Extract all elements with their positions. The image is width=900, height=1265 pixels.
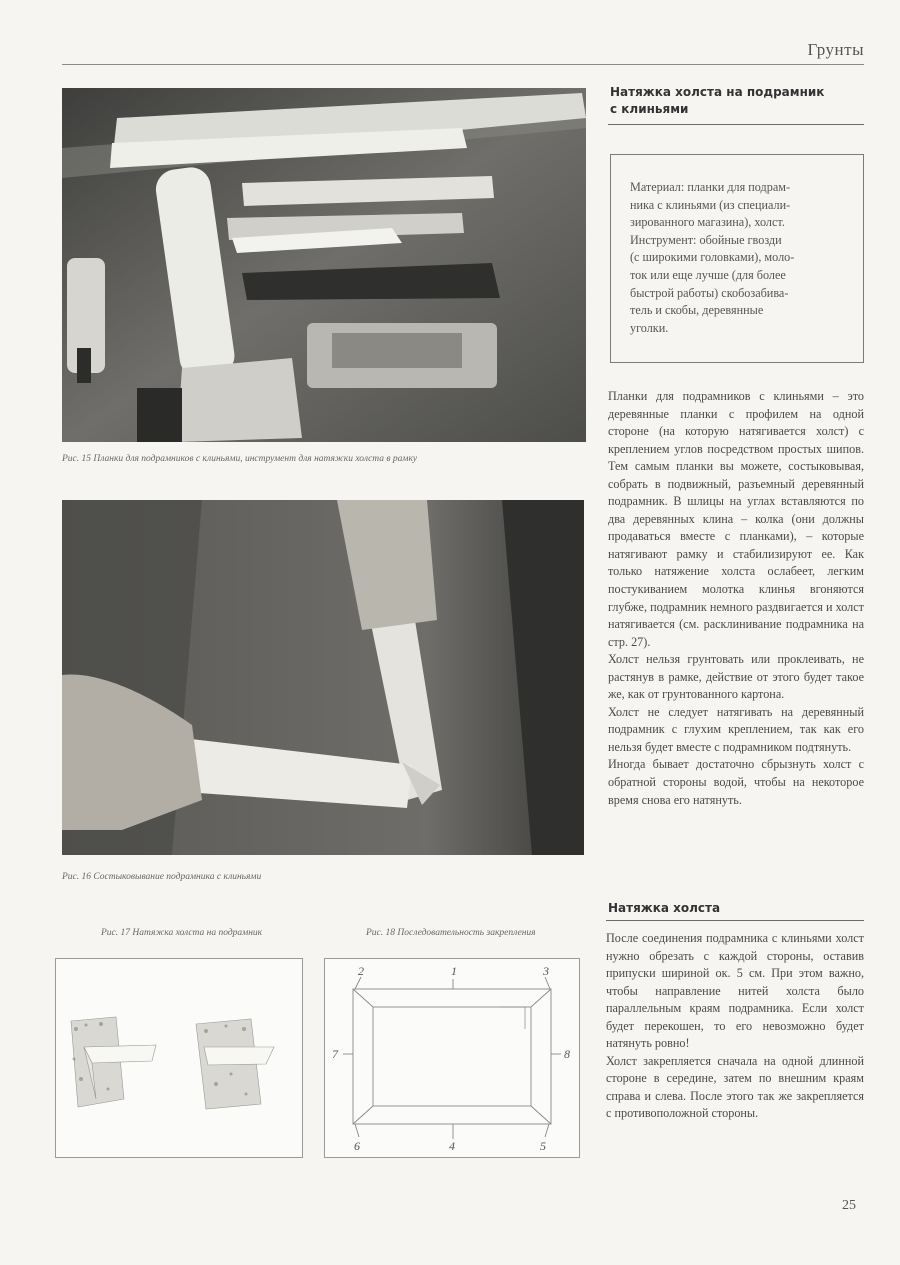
- fig16-photo: [62, 500, 584, 855]
- section1-title: [610, 84, 824, 118]
- fig18-caption: Рис. 18 Последовательность закрепления: [366, 928, 536, 938]
- body-paragraph: Холст нельзя грунтовать или проклеивать, не растянув в рамке, действие от этого будет такое же, как от грунтованного картона.: [608, 652, 864, 702]
- fig17-caption: Рис. 17 Натяжка холста на подрамник: [101, 928, 263, 938]
- fig18-label-6: 6: [354, 1139, 360, 1153]
- materials-line: быстрой работы) скобозабива-: [630, 285, 789, 300]
- fig18-drawing: [324, 958, 580, 1158]
- page-number: 25: [842, 1198, 856, 1213]
- materials-line: Материал: планки для подрам-: [630, 180, 791, 194]
- fig18-label-8: 8: [564, 1047, 570, 1061]
- materials-line: Инструмент: обойные гвозди: [630, 232, 782, 247]
- body-paragraph: Холст закрепляется сначала на одной длинной стороне в середине, затем по внешним краям справа и слева. После этого так же закрепляется с противоположной стороны.: [606, 1053, 864, 1121]
- section1-title-line2: с клиньями: [610, 102, 689, 116]
- header-rule: [62, 64, 864, 65]
- section1-body: [608, 388, 864, 809]
- fig18-label-2: 2: [358, 964, 364, 978]
- body-paragraph: Холст не следует натягивать на деревянный подрамник с глухим креплением, так как его нельзя будет вместе с подрамником подтянуть.: [608, 704, 864, 754]
- materials-box: [610, 154, 864, 363]
- section1-title-line1: Натяжка холста на подрамник: [610, 85, 825, 99]
- fig18-label-3: 3: [543, 964, 549, 978]
- materials-line: (с широкими головками), моло-: [630, 250, 795, 265]
- fig18-label-4: 4: [449, 1139, 455, 1153]
- materials-line: зированного магазина), холст.: [630, 215, 785, 230]
- section2-body: [606, 930, 864, 1123]
- body-paragraph: После соединения подрамника с клиньями холст нужно обрезать с каждой стороны, оставив припуски шириной ок. 5 см. При этом важно, чтобы направление нитей холста было параллельным краям подрамника. Если холст будет перекошен, то его невозможно будет натянуть ровно!: [606, 931, 864, 1051]
- body-paragraph: Иногда бывает достаточно сбрызнуть холст с обратной стороны водой, чтобы на некоторое время снова его натянуть.: [608, 757, 864, 807]
- fig16-caption: Рис. 16 Состыковывание подрамника с клиньями: [62, 872, 262, 882]
- fig18-label-5: 5: [540, 1139, 546, 1153]
- fig15-photo: [62, 88, 586, 442]
- body-paragraph: Планки для подрамников с клиньями – это деревянные планки с профилем на одной стороне (на которую натягивается холст) с креплением углов посредством простых шипов. Тем самым планки вы можете, состыковывая, собрать в подвижный, разъемный деревянный подрамник. В шлицы на углах вставляются по два деревянных клина – колка (они должны продаваться вместе с планками), – которые натягивают рамку и стабилизируют ее. Как только натяжение холста ослабеет, легким постукиванием молотка клинья вгоняются глубже, подрамник немного раздвигается и холст натягивается (см. расклинивание подрамника на стр. 27).: [608, 389, 864, 649]
- fig15-caption: Рис. 15 Планки для подрамников с клиньями, инструмент для натяжки холста в рамку: [62, 454, 418, 464]
- section2-rule: [606, 920, 864, 921]
- materials-line: ток или еще лучше (для более: [630, 267, 786, 282]
- fig17-drawing: [55, 958, 303, 1158]
- section2-title: Натяжка холста: [608, 901, 721, 915]
- fig18-label-7: 7: [332, 1047, 338, 1061]
- section1-rule: [608, 124, 864, 125]
- materials-line: уголки.: [630, 320, 669, 335]
- fig18-label-1: 1: [451, 964, 457, 978]
- running-header: Грунты: [807, 40, 864, 59]
- materials-line: тель и скобы, деревянные: [630, 303, 764, 318]
- materials-line: ника с клиньями (из специали-: [630, 197, 791, 212]
